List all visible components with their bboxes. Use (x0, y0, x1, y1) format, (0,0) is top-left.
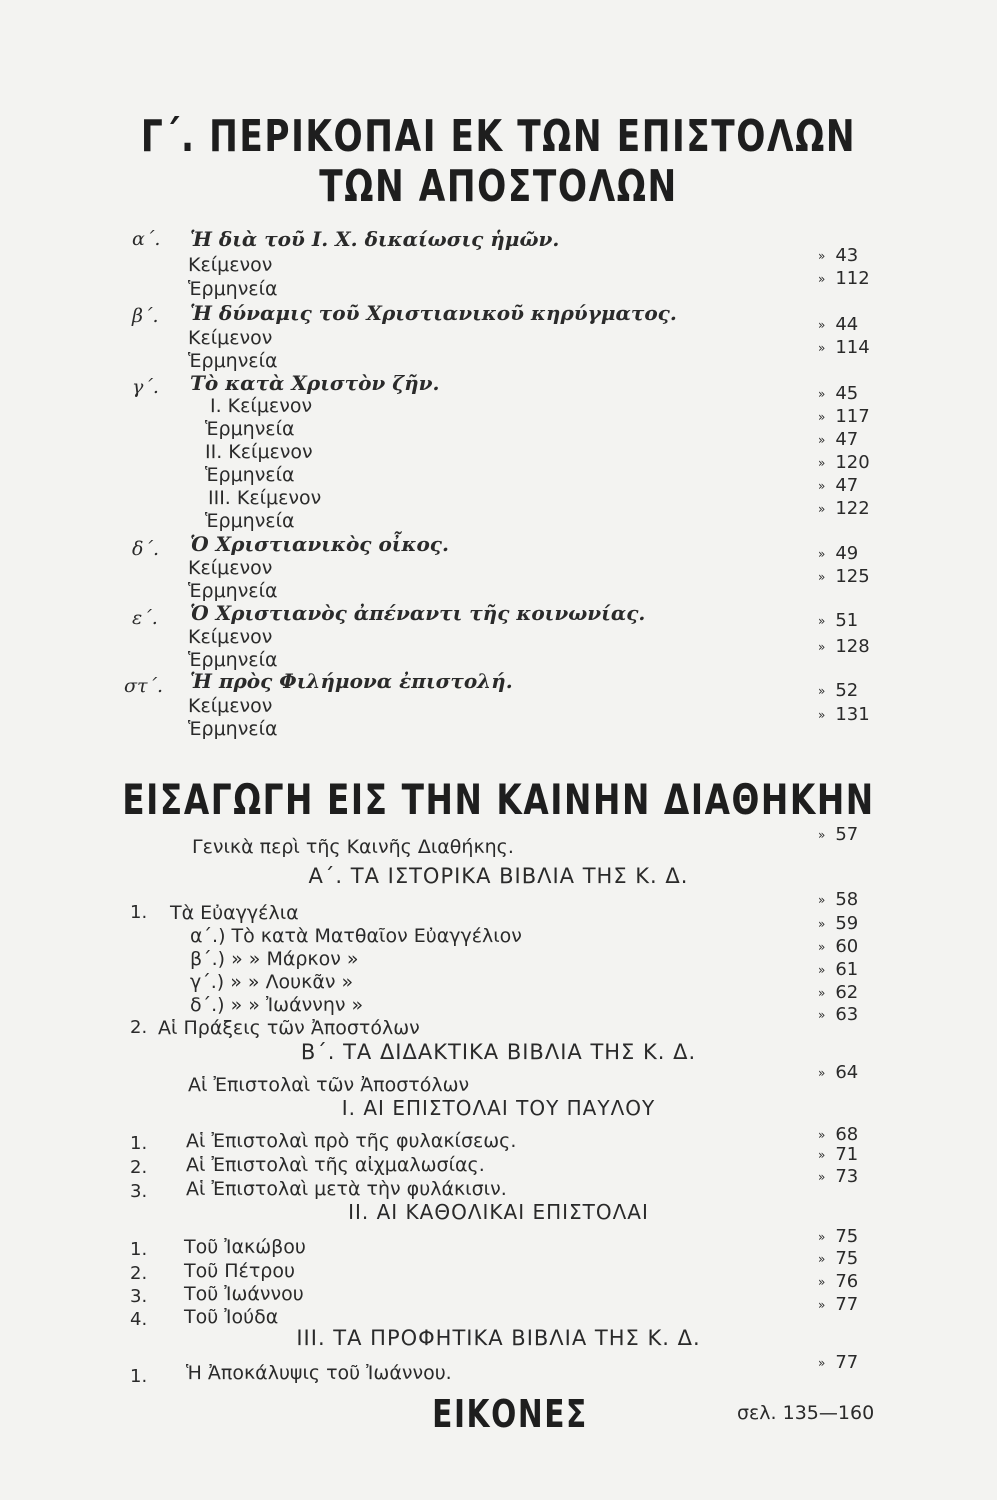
toc-entry-text: Ἑρμηνεία (188, 718, 278, 740)
toc-entry-text: Αἱ Πράξεις τῶν Ἀποστόλων (158, 1017, 420, 1039)
leader-mark: » (818, 1066, 826, 1080)
leader-mark: » (818, 547, 826, 561)
toc-entry-text: δ΄.) » » Ἰωάννην » (190, 994, 364, 1016)
page-number: 125 (835, 566, 870, 587)
leader-mark: » (818, 1252, 826, 1266)
toc-entry-page (818, 1004, 878, 1026)
toc-entry-text: Ἑρμηνεία (188, 278, 278, 300)
leader-mark: » (818, 986, 826, 1000)
leader-mark: » (818, 1148, 826, 1162)
toc-entry-text: Κείμενον (188, 626, 273, 648)
entry-number: 1. (130, 902, 148, 923)
toc-entry-page (818, 982, 878, 1004)
page-number: 131 (835, 704, 870, 725)
toc-entry-text: Αἱ Ἐπιστολαὶ τῶν Ἀποστόλων (188, 1074, 470, 1096)
page-number: 47 (835, 475, 859, 496)
page-number: 45 (835, 383, 859, 404)
toc-entry-text: ΙΙ. Κείμενον (205, 441, 313, 463)
toc-entry-text: Τοῦ Ἰούδα (184, 1306, 279, 1328)
toc-entry-page (818, 1124, 878, 1146)
leader-mark: » (818, 963, 826, 977)
toc-entry-page (818, 406, 878, 428)
toc-entry-text: Ἑρμηνεία (188, 580, 278, 602)
toc-entry-page (818, 1294, 878, 1316)
toc-entry-page (818, 498, 878, 520)
leader-mark: » (818, 708, 826, 722)
section-heading-epistles: Γ΄. ΠΕΡΙΚΟΠΑΙ ΕΚ ΤΩΝ ΕΠΙΣΤΟΛΩΝ (140, 111, 857, 162)
leader-mark: » (818, 318, 826, 332)
section-heading-apostles: ΤΩΝ ΑΠΟΣΤΟΛΩΝ (319, 161, 678, 212)
section-title: Ἡ διὰ τοῦ Ι. Χ. δικαίωσις ἡμῶν. (190, 227, 560, 251)
leader-mark: » (818, 502, 826, 516)
page-number: 43 (835, 245, 859, 266)
page-number: 52 (835, 680, 859, 701)
toc-entry-text: Ἑρμηνεία (188, 649, 278, 671)
leader-mark: » (818, 1128, 826, 1142)
toc-entry-text: Κείμενον (188, 254, 273, 276)
toc-entry-page (818, 314, 878, 336)
section-title: Ὁ Χριστιανὸς ἀπέναντι τῆς κοινωνίας. (190, 601, 646, 625)
page-number: 75 (835, 1226, 859, 1247)
section-label: ε΄. (132, 607, 158, 629)
illustrations-pages: σελ. 135—160 (737, 1402, 875, 1424)
leader-mark: » (818, 387, 826, 401)
page-number: 44 (835, 314, 859, 335)
leader-mark: » (818, 893, 826, 907)
entry-number: 2. (130, 1263, 148, 1284)
toc-entry-page (818, 245, 878, 267)
toc-entry-text: Ἑρμηνεία (205, 464, 295, 486)
page-number: 76 (835, 1271, 859, 1292)
leader-mark: » (818, 917, 826, 931)
leader-mark: » (818, 828, 826, 842)
toc-entry-page (818, 429, 878, 451)
leader-mark: » (818, 684, 826, 698)
leader-mark: » (818, 249, 826, 263)
toc-entry-text: Κείμενον (188, 557, 273, 579)
toc-entry-text: Ἑρμηνεία (205, 418, 295, 440)
entry-number: 4. (130, 1309, 148, 1330)
toc-entry-page (818, 543, 878, 565)
section-title: Ὁ Χριστιανικὸς οἶκος. (190, 532, 449, 556)
page-number: 128 (835, 636, 870, 657)
section-title: Ἡ δύναμις τοῦ Χριστιανικοῦ κηρύγματος. (190, 301, 677, 325)
toc-entry-page (818, 1352, 878, 1374)
entry-number: 2. (130, 1017, 148, 1038)
page-number: 49 (835, 543, 859, 564)
toc-entry-page (818, 1248, 878, 1270)
section-label: β΄. (132, 305, 159, 327)
toc-entry-text: Αἱ Ἐπιστολαὶ τῆς αἰχμαλωσίας. (186, 1154, 485, 1176)
toc-entry-text: β΄.) » » Μάρκον » (190, 948, 359, 970)
toc-entry-page (818, 610, 878, 632)
page-number: 59 (835, 913, 859, 934)
toc-entry-text: Τοῦ Ἰακώβου (184, 1236, 306, 1258)
entry-number: 1. (130, 1133, 148, 1154)
toc-entry-text: ΙΙΙ. Κείμενον (208, 487, 322, 509)
toc-entry-page (818, 1062, 878, 1084)
page-number: 63 (835, 1004, 859, 1025)
leader-mark: » (818, 570, 826, 584)
leader-mark: » (818, 640, 826, 654)
entry-number: 1. (130, 1366, 148, 1387)
section-label: δ΄. (132, 538, 159, 560)
entry-number: 3. (130, 1286, 148, 1307)
toc-entry-page (818, 680, 878, 702)
toc-entry-page (818, 959, 878, 981)
leader-mark: » (818, 479, 826, 493)
illustrations-heading: ΕΙΚΟΝΕΣ (432, 1392, 588, 1436)
entry-number: 2. (130, 1157, 148, 1178)
leader-mark: » (818, 1356, 826, 1370)
toc-entry-page (818, 636, 878, 658)
section-title: Τὸ κατὰ Χριστὸν ζῆν. (190, 371, 440, 395)
toc-entry-page (818, 824, 878, 846)
toc-entry-text: Αἱ Ἐπιστολαὶ μετὰ τὴν φυλάκισιν. (186, 1178, 507, 1200)
toc-entry-text: Ἡ Ἀποκάλυψις τοῦ Ἰωάννου. (186, 1362, 452, 1384)
part-b-heading: Β΄. ΤΑ ΔΙΔΑΚΤΙΚΑ ΒΙΒΛΙΑ ΤΗΣ Κ. Δ. (300, 1040, 697, 1064)
toc-entry-page (818, 704, 878, 726)
leader-mark: » (818, 940, 826, 954)
toc-entry-page (818, 452, 878, 474)
leader-mark: » (818, 1298, 826, 1312)
page-number: 112 (835, 268, 870, 289)
part-a-heading: Α΄. ΤΑ ΙΣΤΟΡΙΚΑ ΒΙΒΛΙΑ ΤΗΣ Κ. Δ. (308, 864, 689, 888)
toc-entry-text: γ΄.) » » Λουκᾶν » (190, 971, 354, 993)
section-title: Ἡ πρὸς Φιλήμονα ἐπιστολή. (190, 669, 513, 693)
page-number: 120 (835, 452, 870, 473)
page-number: 57 (835, 824, 859, 845)
toc-entry-text: Κείμενον (188, 695, 273, 717)
leader-mark: » (818, 1008, 826, 1022)
prophetic-books-heading: ΙΙΙ. ΤΑ ΠΡΟΦΗΤΙΚΑ ΒΙΒΛΙΑ ΤΗΣ Κ. Δ. (296, 1326, 701, 1350)
toc-entry-text: Γενικὰ περὶ τῆς Καινῆς Διαθήκης. (192, 836, 514, 858)
toc-entry-text: Αἱ Ἐπιστολαὶ πρὸ τῆς φυλακίσεως. (186, 1130, 517, 1152)
toc-entry-text: Κείμενον (188, 327, 273, 349)
leader-mark: » (818, 341, 826, 355)
page-number: 71 (835, 1144, 859, 1165)
toc-entry-text: Τὰ Εὐαγγέλια (170, 902, 299, 924)
entry-number: 1. (130, 1239, 148, 1260)
page-number: 77 (835, 1352, 859, 1373)
leader-mark: » (818, 410, 826, 424)
page-number: 62 (835, 982, 859, 1003)
page-number: 73 (835, 1166, 859, 1187)
toc-entry-text: Ἑρμηνεία (188, 350, 278, 372)
leader-mark: » (818, 1275, 826, 1289)
leader-mark: » (818, 272, 826, 286)
page-number: 64 (835, 1062, 859, 1083)
section-label: στ΄. (124, 675, 164, 697)
toc-entry-text: Ι. Κείμενον (210, 395, 313, 417)
leader-mark: » (818, 1230, 826, 1244)
page-number: 60 (835, 936, 859, 957)
page-number: 51 (835, 610, 859, 631)
page-number: 75 (835, 1248, 859, 1269)
toc-entry-text: Ἑρμηνεία (205, 510, 295, 532)
leader-mark: » (818, 433, 826, 447)
leader-mark: » (818, 614, 826, 628)
toc-entry-page (818, 475, 878, 497)
leader-mark: » (818, 1170, 826, 1184)
entry-number: 3. (130, 1181, 148, 1202)
toc-entry-text: α΄.) Τὸ κατὰ Ματθαῖον Εὐαγγέλιον (190, 925, 522, 947)
page-number: 68 (835, 1124, 859, 1145)
page-number: 58 (835, 889, 859, 910)
toc-entry-page (818, 913, 878, 935)
toc-entry-page (818, 1271, 878, 1293)
toc-entry-page (818, 566, 878, 588)
toc-entry-page (818, 383, 878, 405)
toc-entry-page (818, 1166, 878, 1188)
section-label: γ΄. (132, 376, 159, 398)
page-number: 122 (835, 498, 870, 519)
section-label: α΄. (132, 228, 161, 250)
toc-entry-page (818, 337, 878, 359)
toc-entry-page (818, 1144, 878, 1166)
toc-entry-page (818, 268, 878, 290)
leader-mark: » (818, 456, 826, 470)
toc-entry-page (818, 936, 878, 958)
page-number: 117 (835, 406, 870, 427)
toc-entry-text: Τοῦ Πέτρου (184, 1260, 295, 1282)
page-number: 77 (835, 1294, 859, 1315)
page-number: 47 (835, 429, 859, 450)
introduction-heading: ΕΙΣΑΓΩΓΗ ΕΙΣ ΤΗΝ ΚΑΙΝΗΝ ΔΙΑΘΗΚΗΝ (122, 775, 875, 824)
toc-entry-text: Τοῦ Ἰωάννου (184, 1283, 304, 1305)
page-number: 61 (835, 959, 859, 980)
pauline-epistles-heading: Ι. ΑΙ ΕΠΙΣΤΟΛΑΙ ΤΟΥ ΠΑΥΛΟΥ (341, 1096, 656, 1120)
toc-entry-page (818, 1226, 878, 1248)
catholic-epistles-heading: ΙΙ. ΑΙ ΚΑΘΟΛΙΚΑΙ ΕΠΙΣΤΟΛΑΙ (348, 1200, 649, 1224)
toc-entry-page (818, 889, 878, 911)
page-number: 114 (835, 337, 870, 358)
